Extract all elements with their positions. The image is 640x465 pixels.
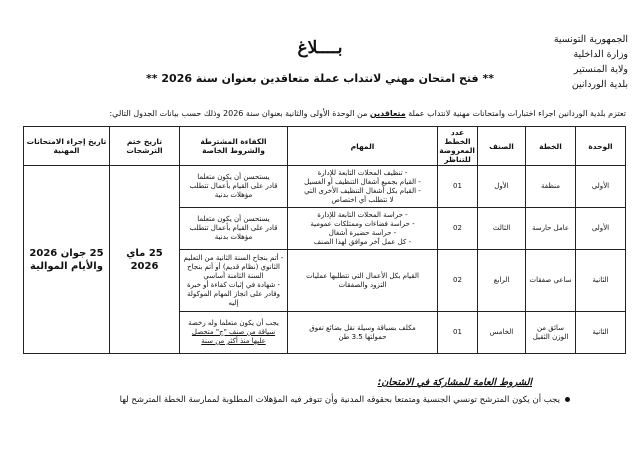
header-line-municipality: بلدية الوردانين xyxy=(571,79,628,90)
announcement-subtitle: ** فتح امتحان مهني لانتداب عملة متعاقدين بعنوان سنة 2026 ** xyxy=(146,72,494,85)
intro-paragraph xyxy=(14,108,626,120)
task-line: - حراسة فضاءات وممتلكات عمومية xyxy=(310,219,415,228)
header-deadline: تاريخ ختم الترشحات xyxy=(110,127,180,166)
header-line-governorate: ولاية المنستير xyxy=(573,64,628,75)
task-line: - حراسة حضيرة أشغال xyxy=(328,228,397,237)
intro-text-end: من الوحدة الأولى والثانية بعنوان سنة 2026 وذلك حسب بيانات الجدول التالي: xyxy=(109,109,370,118)
header-unit: الوحدة xyxy=(576,127,626,166)
cell-count: 01 xyxy=(438,312,478,354)
qualification-line: - أتم بنجاح السنة الثانية من التعليم xyxy=(183,253,284,262)
header-exam-date: تاريخ إجراء الامتحانات المهنية xyxy=(24,127,110,166)
cell-deadline: 25 ماي 2026 xyxy=(110,166,180,354)
qualification-line: يستحسن أن يكون متعلما xyxy=(197,215,270,223)
table-header-row xyxy=(24,127,626,166)
task-line: - كل عمل آخر موافق لهذا الصنف xyxy=(313,237,412,246)
cell-plan: عامل حارسة xyxy=(526,208,576,250)
qualification-line: مؤهلات بدنية xyxy=(214,191,253,199)
qualification-line: - شهادة في إثبات كفاءة أو خبرة xyxy=(186,280,281,289)
intro-text-start: تعتزم بلدية الوردانين اجراء اختبارات وامتحانات مهنية لانتداب عملة xyxy=(405,109,626,118)
header-count: عدد الخطط المعروضة للتناظر xyxy=(438,127,478,166)
header-qualifications: الكفاءة المشترطة والشروط الخاصة xyxy=(180,127,288,166)
cell-tasks xyxy=(288,250,438,312)
positions-table xyxy=(23,126,626,354)
task-line: لا تتطلب أي اختصاص xyxy=(331,195,394,204)
cell-qualifications xyxy=(180,208,288,250)
cell-grade: الأول xyxy=(478,166,526,208)
cell-unit: الثانية xyxy=(576,312,626,354)
task-line: - حراسة المحلات التابعة للإدارة xyxy=(317,210,408,219)
cell-plan: منظفة xyxy=(526,166,576,208)
header-line-ministry: وزارة الداخلية xyxy=(573,49,628,60)
cell-grade: الرابع xyxy=(478,250,526,312)
cell-unit: الأولى xyxy=(576,166,626,208)
header-plan: الخطة xyxy=(526,127,576,166)
cell-unit: الأولى xyxy=(576,208,626,250)
qualification-line: عليها منذ أكثر من سنة xyxy=(201,337,266,345)
cell-count: 02 xyxy=(438,250,478,312)
cell-count: 01 xyxy=(438,166,478,208)
qualification-line: مؤهلات بدنية xyxy=(214,233,253,241)
intro-emphasis: متعاقدين xyxy=(369,109,406,118)
task-line: التزود والصفقات xyxy=(338,280,387,289)
task-line: - القيام بجميع أشغال التنظيف أو الغسيل xyxy=(304,177,421,186)
task-line: - تنظيف المحلات التابعة للإدارة xyxy=(317,168,408,177)
cell-tasks xyxy=(288,208,438,250)
qualification-line: إليه xyxy=(228,298,239,307)
qualification-line: السنة الثامنة أساسي xyxy=(203,271,264,280)
bullet-icon xyxy=(565,397,570,402)
cell-plan: ساعي صفقات xyxy=(526,250,576,312)
qualification-line: الثانوي (نظام قديم) أو أتم بنجاح xyxy=(187,262,280,271)
cell-tasks xyxy=(288,166,438,208)
general-conditions-list xyxy=(120,395,570,405)
cell-qualifications xyxy=(180,250,288,312)
cell-unit: الثانية xyxy=(576,250,626,312)
cell-tasks xyxy=(288,312,438,354)
header-line-country: الجمهورية التونسية xyxy=(553,34,628,45)
qualification-line: يجب أن يكون متعلما وله رخصة xyxy=(188,319,279,327)
cell-qualifications xyxy=(180,166,288,208)
task-line: القيام بكل الأعمال التي تتطلبها عمليات xyxy=(306,271,419,280)
qualification-line: يستحسن أن يكون متعلما xyxy=(197,173,270,181)
qualification-line: وقادر على انجاز المهام الموكولة xyxy=(187,289,280,298)
qualification-line: قادر على القيام بأعمال تتطلب xyxy=(189,182,278,190)
condition-item: يجب أن يكون المترشح تونسي الجنسية ومتمتعا بحقوقه المدنية وأن تتوفر فيه المؤهلات المطلوبة لممارسة الخطة المترشح لها xyxy=(119,395,560,405)
general-conditions-title: الشروط العامة للمشاركة في الامتحان: xyxy=(377,377,532,388)
cell-exam-date: 25 جوان 2026 والأيام الموالية xyxy=(24,166,110,354)
cell-plan: سائق من الوزن الثقيل xyxy=(526,312,576,354)
cell-count: 02 xyxy=(438,208,478,250)
cell-grade: الخامس xyxy=(478,312,526,354)
announcement-title: بــــلاغ xyxy=(297,38,343,58)
task-line: - القيام بكل أشغال التنظيف الأخرى التي xyxy=(304,186,421,195)
header-tasks: المهام xyxy=(288,127,438,166)
task-line: حمولتها 3.5 طن xyxy=(338,332,387,341)
cell-grade: الثالث xyxy=(478,208,526,250)
task-line: مكلف بسياقة وسيلة نقل بضائع تفوق xyxy=(309,323,416,332)
qualification-line: قادر على القيام بأعمال تتطلب xyxy=(189,224,278,232)
cell-qualifications xyxy=(180,312,288,354)
qualification-line: سياقة من صنف "ج" متحصل xyxy=(191,328,276,336)
header-grade: الصنف xyxy=(478,127,526,166)
table-row xyxy=(24,166,626,208)
